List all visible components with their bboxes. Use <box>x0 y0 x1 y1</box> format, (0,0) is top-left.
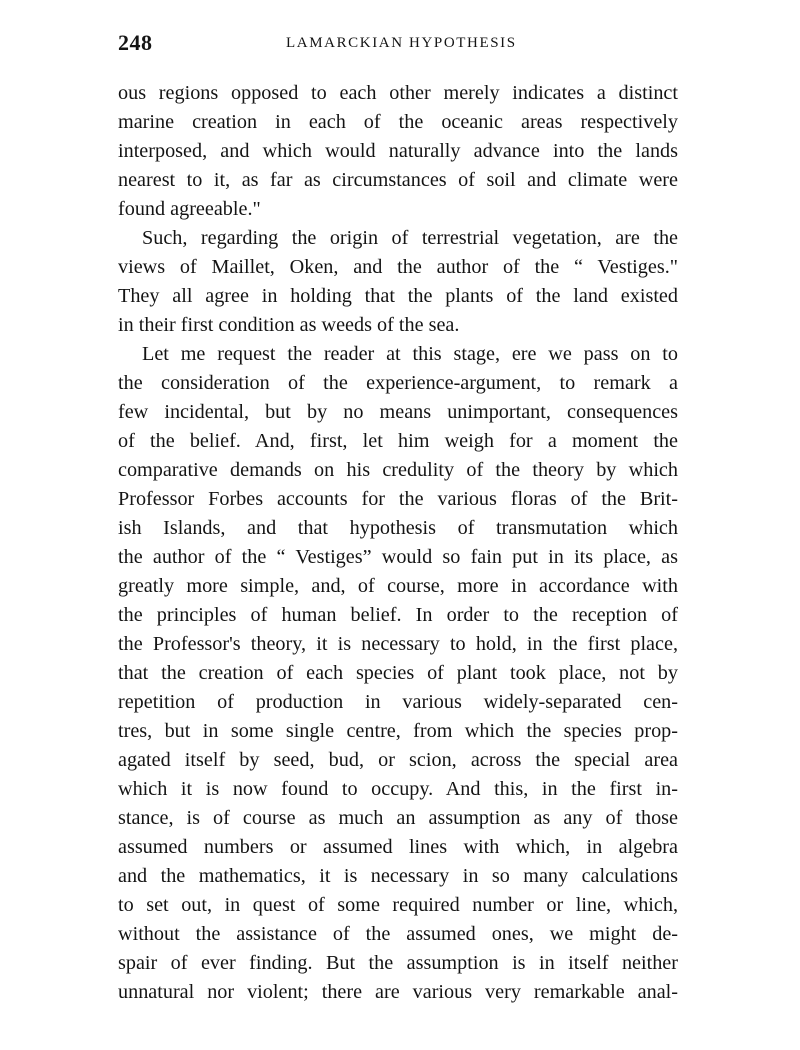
page-number: 248 <box>118 30 153 55</box>
text-line: greatly more simple, and, of course, more in accordance with <box>118 575 678 597</box>
text-line: the Professor's theory, it is necessary to hold, in the first place, <box>118 633 678 655</box>
text-line: Such, regarding the origin of terrestrial vegetation, are the <box>142 227 678 249</box>
text-line: the consideration of the experience-argument, to remark a <box>118 372 678 394</box>
text-line: the author of the “ Vestiges” would so fain put in its place, as <box>118 546 678 568</box>
text-line: which it is now found to occupy. And this, in the first in- <box>118 778 678 800</box>
text-line: found agreeable." <box>118 198 261 220</box>
text-line: ous regions opposed to each other merely indicates a distinct <box>118 82 678 104</box>
text-line: They all agree in holding that the plants of the land existed <box>118 285 678 307</box>
text-line: views of Maillet, Oken, and the author of the “ Vestiges." <box>118 256 678 278</box>
text-line: interposed, and which would naturally advance into the lands <box>118 140 678 162</box>
text-line: of the belief. And, first, let him weigh for a moment the <box>118 430 678 452</box>
text-line: in their first condition as weeds of the sea. <box>118 314 460 336</box>
text-line: comparative demands on his credulity of the theory by which <box>118 459 678 481</box>
text-line: ish Islands, and that hypothesis of transmutation which <box>118 517 678 539</box>
text-line: spair of ever finding. But the assumption is in itself neither <box>118 952 678 974</box>
text-line: assumed numbers or assumed lines with which, in algebra <box>118 836 678 858</box>
text-line: that the creation of each species of plant took place, not by <box>118 662 678 684</box>
text-line: Let me request the reader at this stage, ere we pass on to <box>142 343 678 365</box>
text-line: to set out, in quest of some required number or line, which, <box>118 894 678 916</box>
text-line: marine creation in each of the oceanic areas respectively <box>118 111 678 133</box>
text-line: stance, is of course as much an assumption as any of those <box>118 807 678 829</box>
text-line: tres, but in some single centre, from which the species prop- <box>118 720 678 742</box>
running-head <box>118 30 676 56</box>
running-title: LAMARCKIAN HYPOTHESIS <box>286 35 517 51</box>
text-line: repetition of production in various widely-separated cen- <box>118 691 678 713</box>
text-line: without the assistance of the assumed ones, we might de- <box>118 923 678 945</box>
text-line: Professor Forbes accounts for the various floras of the Brit- <box>118 488 678 510</box>
text-line: agated itself by seed, bud, or scion, across the special area <box>118 749 678 771</box>
text-line: few incidental, but by no means unimportant, consequences <box>118 401 678 423</box>
text-line: the principles of human belief. In order to the reception of <box>118 604 678 626</box>
text-line: unnatural nor violent; there are various very remarkable anal- <box>118 981 678 1003</box>
text-line: nearest to it, as far as circumstances of soil and climate were <box>118 169 678 191</box>
text-line: and the mathematics, it is necessary in so many calculations <box>118 865 678 887</box>
body-text <box>118 79 678 1007</box>
